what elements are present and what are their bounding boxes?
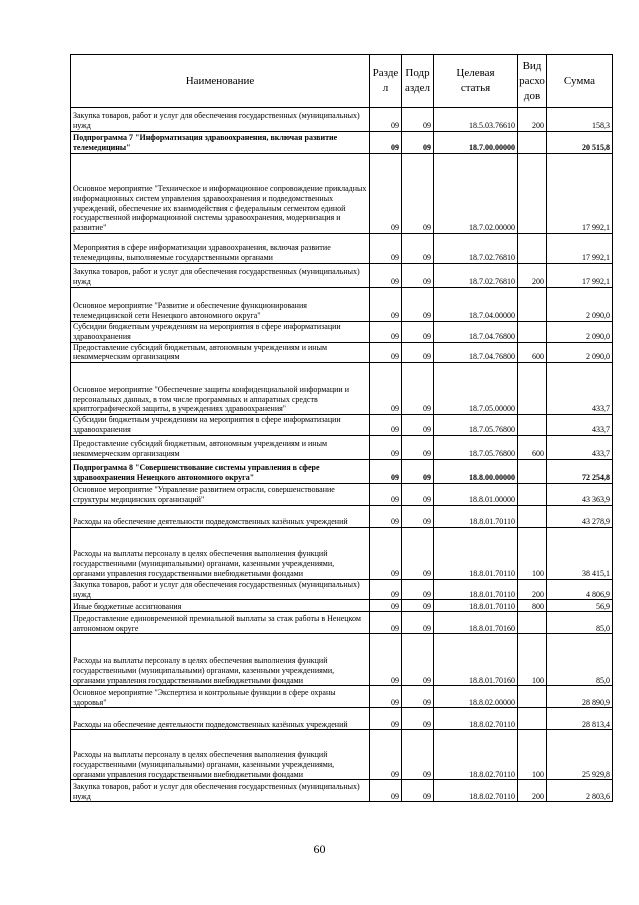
row-article: 18.8.01.70160 bbox=[434, 612, 518, 634]
table-row bbox=[71, 322, 613, 343]
header-subsection: Подр аздел bbox=[402, 55, 434, 108]
row-expense-type bbox=[518, 459, 547, 483]
row-expense-type: 200 bbox=[518, 108, 547, 132]
row-article: 18.8.01.70110 bbox=[434, 579, 518, 600]
table-body bbox=[71, 108, 613, 802]
row-expense-type bbox=[518, 505, 547, 527]
row-amount: 2 803,6 bbox=[547, 780, 613, 802]
row-expense-type: 100 bbox=[518, 634, 547, 686]
row-amount: 28 813,4 bbox=[547, 708, 613, 730]
table-row bbox=[71, 415, 613, 436]
row-expense-type: 600 bbox=[518, 435, 547, 459]
row-section: 09 bbox=[370, 483, 402, 505]
row-amount: 72 254,8 bbox=[547, 459, 613, 483]
table-row bbox=[71, 600, 613, 612]
row-name: Основное мероприятие "Техническое и информационное сопровождение прикладных информационных систем управления здравоохранения и подведомственных учреждений, обеспечение их взаимодействия с федеральным сегментом единой государственной информационной системы здравоохранения, модернизация и развитие" bbox=[71, 154, 370, 234]
table-row bbox=[71, 459, 613, 483]
row-name: Закупка товаров, работ и услуг для обеспечения государственных (муниципальных) нужд bbox=[71, 780, 370, 802]
row-amount: 38 415,1 bbox=[547, 527, 613, 579]
row-amount: 43 278,9 bbox=[547, 505, 613, 527]
row-amount: 17 992,1 bbox=[547, 154, 613, 234]
row-name: Расходы на выплаты персоналу в целях обеспечения выполнения функций государственными (муниципальными) органами, казенными учреждениями, органами управления государственными внебюджетными фондами bbox=[71, 634, 370, 686]
row-amount: 433,7 bbox=[547, 435, 613, 459]
row-name: Мероприятия в сфере информатизации здравоохранения, включая развитие телемедицины, выполняемые государственными органами bbox=[71, 234, 370, 264]
row-subsection: 09 bbox=[402, 363, 434, 415]
row-article: 18.8.01.70110 bbox=[434, 505, 518, 527]
row-amount: 158,3 bbox=[547, 108, 613, 132]
row-amount: 17 992,1 bbox=[547, 264, 613, 288]
row-name: Предоставление субсидий бюджетным, автономным учреждениям и иным некоммерческим организациям bbox=[71, 435, 370, 459]
row-section: 09 bbox=[370, 686, 402, 708]
row-amount: 85,0 bbox=[547, 634, 613, 686]
row-name: Иные бюджетные ассигнования bbox=[71, 600, 370, 612]
row-expense-type bbox=[518, 288, 547, 322]
row-section: 09 bbox=[370, 415, 402, 436]
header-name: Наименование bbox=[71, 55, 370, 108]
table-row bbox=[71, 342, 613, 363]
row-expense-type bbox=[518, 483, 547, 505]
row-section: 09 bbox=[370, 435, 402, 459]
budget-table bbox=[70, 54, 613, 802]
header-article: Целевая статья bbox=[434, 55, 518, 108]
row-subsection: 09 bbox=[402, 527, 434, 579]
row-amount: 4 806,9 bbox=[547, 579, 613, 600]
row-subsection: 09 bbox=[402, 264, 434, 288]
row-expense-type: 200 bbox=[518, 579, 547, 600]
row-section: 09 bbox=[370, 322, 402, 343]
row-article: 18.8.01.00000 bbox=[434, 483, 518, 505]
row-article: 18.5.03.76610 bbox=[434, 108, 518, 132]
row-section: 09 bbox=[370, 505, 402, 527]
row-article: 18.7.00.00000 bbox=[434, 132, 518, 154]
table-header-row bbox=[71, 55, 613, 108]
row-name: Предоставление единовременной премиальной выплаты за стаж работы в Ненецком автономном округе bbox=[71, 612, 370, 634]
row-name: Основное мероприятие "Развитие и обеспечение функционирования телемедицинской сети Ненецкого автономного округа" bbox=[71, 288, 370, 322]
header-section: Разде л bbox=[370, 55, 402, 108]
row-section: 09 bbox=[370, 730, 402, 780]
row-name: Субсидии бюджетным учреждениям на мероприятия в сфере информатизации здравоохранения bbox=[71, 415, 370, 436]
row-article: 18.8.02.70110 bbox=[434, 730, 518, 780]
table-row bbox=[71, 579, 613, 600]
row-article: 18.8.01.70110 bbox=[434, 600, 518, 612]
row-article: 18.8.00.00000 bbox=[434, 459, 518, 483]
table-row bbox=[71, 527, 613, 579]
row-amount: 28 890,9 bbox=[547, 686, 613, 708]
row-subsection: 09 bbox=[402, 483, 434, 505]
row-expense-type: 800 bbox=[518, 600, 547, 612]
row-subsection: 09 bbox=[402, 634, 434, 686]
table-row bbox=[71, 435, 613, 459]
row-subsection: 09 bbox=[402, 459, 434, 483]
row-name: Основное мероприятие "Обеспечение защиты конфиденциальной информации и персональных данных, в том числе программных и аппаратных средств криптографической защиты, в учреждениях здравоохранения" bbox=[71, 363, 370, 415]
row-expense-type bbox=[518, 234, 547, 264]
row-subsection: 09 bbox=[402, 686, 434, 708]
row-subsection: 09 bbox=[402, 708, 434, 730]
row-expense-type bbox=[518, 132, 547, 154]
row-article: 18.7.05.76800 bbox=[434, 435, 518, 459]
table-row bbox=[71, 634, 613, 686]
row-article: 18.7.04.76800 bbox=[434, 322, 518, 343]
row-expense-type bbox=[518, 686, 547, 708]
row-expense-type: 100 bbox=[518, 527, 547, 579]
row-article: 18.7.02.76810 bbox=[434, 234, 518, 264]
row-article: 18.8.02.00000 bbox=[434, 686, 518, 708]
row-subsection: 09 bbox=[402, 288, 434, 322]
row-section: 09 bbox=[370, 579, 402, 600]
row-name: Закупка товаров, работ и услуг для обеспечения государственных (муниципальных) нужд bbox=[71, 264, 370, 288]
row-subsection: 09 bbox=[402, 505, 434, 527]
row-section: 09 bbox=[370, 612, 402, 634]
row-section: 09 bbox=[370, 459, 402, 483]
row-name: Расходы на выплаты персоналу в целях обеспечения выполнения функций государственными (муниципальными) органами, казенными учреждениями, органами управления государственными внебюджетными фондами bbox=[71, 730, 370, 780]
table-row bbox=[71, 132, 613, 154]
row-subsection: 09 bbox=[402, 435, 434, 459]
row-expense-type bbox=[518, 322, 547, 343]
row-amount: 2 090,0 bbox=[547, 288, 613, 322]
table-row bbox=[71, 780, 613, 802]
row-section: 09 bbox=[370, 154, 402, 234]
row-amount: 43 363,9 bbox=[547, 483, 613, 505]
row-name: Закупка товаров, работ и услуг для обеспечения государственных (муниципальных) нужд bbox=[71, 108, 370, 132]
row-name: Субсидии бюджетным учреждениям на мероприятия в сфере информатизации здравоохранения bbox=[71, 322, 370, 343]
page-number: 60 bbox=[313, 842, 326, 856]
row-article: 18.7.05.76800 bbox=[434, 415, 518, 436]
header-amount: Сумма bbox=[547, 55, 613, 108]
row-amount: 2 090,0 bbox=[547, 322, 613, 343]
row-article: 18.8.02.70110 bbox=[434, 708, 518, 730]
row-amount: 17 992,1 bbox=[547, 234, 613, 264]
row-article: 18.7.04.00000 bbox=[434, 288, 518, 322]
table-row bbox=[71, 483, 613, 505]
row-name: Основное мероприятие "Экспертиза и контрольные функции в сфере охраны здоровья" bbox=[71, 686, 370, 708]
row-section: 09 bbox=[370, 132, 402, 154]
row-article: 18.8.01.70110 bbox=[434, 527, 518, 579]
row-name: Расходы на выплаты персоналу в целях обеспечения выполнения функций государственными (муниципальными) органами, казенными учреждениями, органами управления государственными внебюджетными фондами bbox=[71, 527, 370, 579]
row-name: Предоставление субсидий бюджетным, автономным учреждениям и иным некоммерческим организациям bbox=[71, 342, 370, 363]
row-name: Подпрограмма 7 "Информатизация здравоохранения, включая развитие телемедицины" bbox=[71, 132, 370, 154]
row-expense-type bbox=[518, 415, 547, 436]
row-amount: 85,0 bbox=[547, 612, 613, 634]
table-row bbox=[71, 730, 613, 780]
row-expense-type bbox=[518, 363, 547, 415]
row-subsection: 09 bbox=[402, 600, 434, 612]
row-section: 09 bbox=[370, 527, 402, 579]
table-row bbox=[71, 612, 613, 634]
row-expense-type bbox=[518, 708, 547, 730]
row-amount: 433,7 bbox=[547, 415, 613, 436]
row-section: 09 bbox=[370, 634, 402, 686]
header-expense-type: Вид расхо дов bbox=[518, 55, 547, 108]
row-subsection: 09 bbox=[402, 108, 434, 132]
row-name: Расходы на обеспечение деятельности подведомственных казённых учреждений bbox=[71, 708, 370, 730]
row-expense-type: 200 bbox=[518, 780, 547, 802]
row-subsection: 09 bbox=[402, 579, 434, 600]
row-expense-type: 600 bbox=[518, 342, 547, 363]
row-subsection: 09 bbox=[402, 780, 434, 802]
row-article: 18.7.02.00000 bbox=[434, 154, 518, 234]
row-subsection: 09 bbox=[402, 322, 434, 343]
row-subsection: 09 bbox=[402, 730, 434, 780]
row-name: Закупка товаров, работ и услуг для обеспечения государственных (муниципальных) нужд bbox=[71, 579, 370, 600]
row-subsection: 09 bbox=[402, 342, 434, 363]
table-row bbox=[71, 234, 613, 264]
table-row bbox=[71, 686, 613, 708]
row-subsection: 09 bbox=[402, 612, 434, 634]
row-name: Основное мероприятие "Управление развитием отрасли, совершенствование структуры медицинских организаций" bbox=[71, 483, 370, 505]
row-article: 18.7.05.00000 bbox=[434, 363, 518, 415]
row-expense-type bbox=[518, 154, 547, 234]
row-section: 09 bbox=[370, 264, 402, 288]
row-subsection: 09 bbox=[402, 234, 434, 264]
row-section: 09 bbox=[370, 780, 402, 802]
row-article: 18.7.04.76800 bbox=[434, 342, 518, 363]
row-article: 18.8.01.70160 bbox=[434, 634, 518, 686]
row-expense-type: 200 bbox=[518, 264, 547, 288]
row-expense-type bbox=[518, 612, 547, 634]
row-section: 09 bbox=[370, 108, 402, 132]
row-section: 09 bbox=[370, 288, 402, 322]
row-name: Подпрограмма 8 "Совершенствование системы управления в сфере здравоохранения Ненецкого автономного округа" bbox=[71, 459, 370, 483]
row-article: 18.7.02.76810 bbox=[434, 264, 518, 288]
table-row bbox=[71, 288, 613, 322]
table-row bbox=[71, 264, 613, 288]
row-amount: 25 929,8 bbox=[547, 730, 613, 780]
row-section: 09 bbox=[370, 234, 402, 264]
table-row bbox=[71, 505, 613, 527]
row-expense-type: 100 bbox=[518, 730, 547, 780]
row-section: 09 bbox=[370, 342, 402, 363]
table-row bbox=[71, 154, 613, 234]
row-amount: 20 515,8 bbox=[547, 132, 613, 154]
row-section: 09 bbox=[370, 600, 402, 612]
row-subsection: 09 bbox=[402, 154, 434, 234]
row-subsection: 09 bbox=[402, 415, 434, 436]
table-row bbox=[71, 363, 613, 415]
row-subsection: 09 bbox=[402, 132, 434, 154]
row-amount: 56,9 bbox=[547, 600, 613, 612]
row-amount: 433,7 bbox=[547, 363, 613, 415]
table-row bbox=[71, 708, 613, 730]
row-amount: 2 090,0 bbox=[547, 342, 613, 363]
row-article: 18.8.02.70110 bbox=[434, 780, 518, 802]
row-name: Расходы на обеспечение деятельности подведомственных казённых учреждений bbox=[71, 505, 370, 527]
table-row bbox=[71, 108, 613, 132]
row-section: 09 bbox=[370, 708, 402, 730]
row-section: 09 bbox=[370, 363, 402, 415]
